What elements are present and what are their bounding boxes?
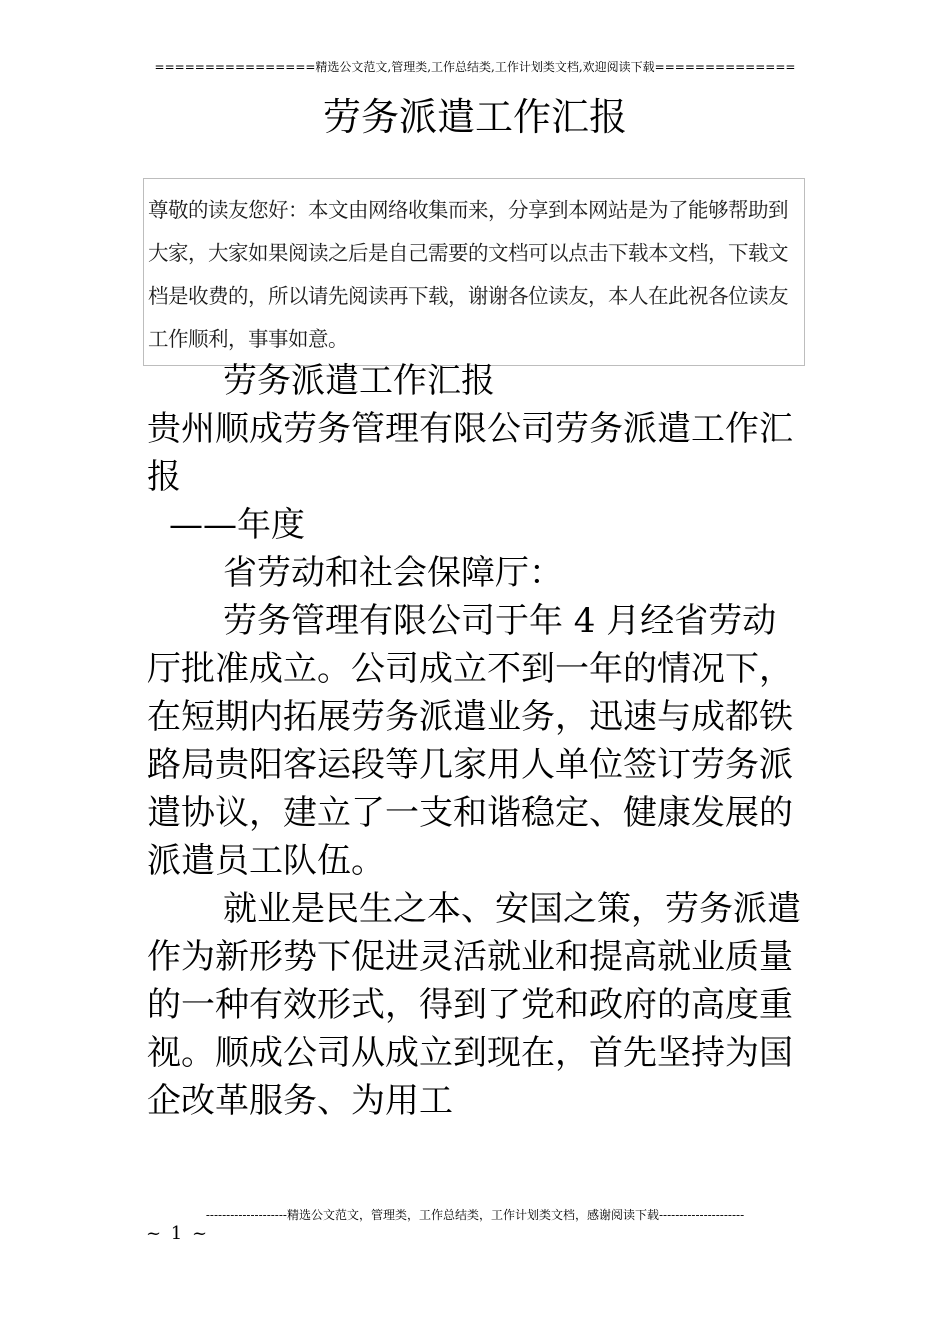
body-heading: 劳务派遣工作汇报 <box>223 361 495 401</box>
reader-notice-text: 尊敬的读友您好：本文由网络收集而来，分享到本网站是为了能够帮助到大家，大家如果阅读之后是自己需要的文档可以点击下载本文档，下载文档是收费的，所以请先阅读再下载，谢谢各位读友，本人在此祝各位读友工作顺利，事事如意。 <box>148 198 788 351</box>
page-header: ================精选公文范文,管理类,工作总结类,工作计划类文档,欢迎阅读下载============== <box>154 60 796 74</box>
body-paragraph: 劳务管理有限公司于年 4 月经省劳动厅批准成立。公司成立不到一年的情况下，在短期内拓展劳务派遣业务，迅速与成都铁路局贵阳客运段等几家用人单位签订劳务派遣协议，建立了一支和谐稳定、健康发展的派遣员工队伍。 <box>147 601 793 881</box>
body-subtitle: 贵州顺成劳务管理有限公司劳务派遣工作汇报 <box>147 409 793 497</box>
reader-notice-box <box>143 178 805 366</box>
page-number: ~ 1 ~ <box>146 1223 210 1244</box>
document-title: 劳务派遣工作汇报 <box>322 95 627 139</box>
body-addressee: 省劳动和社会保障厅： <box>223 553 563 593</box>
body-paragraph: 就业是民生之本、安国之策，劳务派遣作为新形势下促进灵活就业和提高就业质量的一种有效形式，得到了党和政府的高度重视。顺成公司从成立到现在，首先坚持为国企改革服务、为用工 <box>147 889 801 1121</box>
document-body <box>147 357 807 1125</box>
body-year-line: ——年度 <box>169 505 305 545</box>
page-footer: --------------------精选公文范文，管理类，工作总结类，工作计划类文档，感谢阅读下载--------------------- <box>205 1208 745 1222</box>
